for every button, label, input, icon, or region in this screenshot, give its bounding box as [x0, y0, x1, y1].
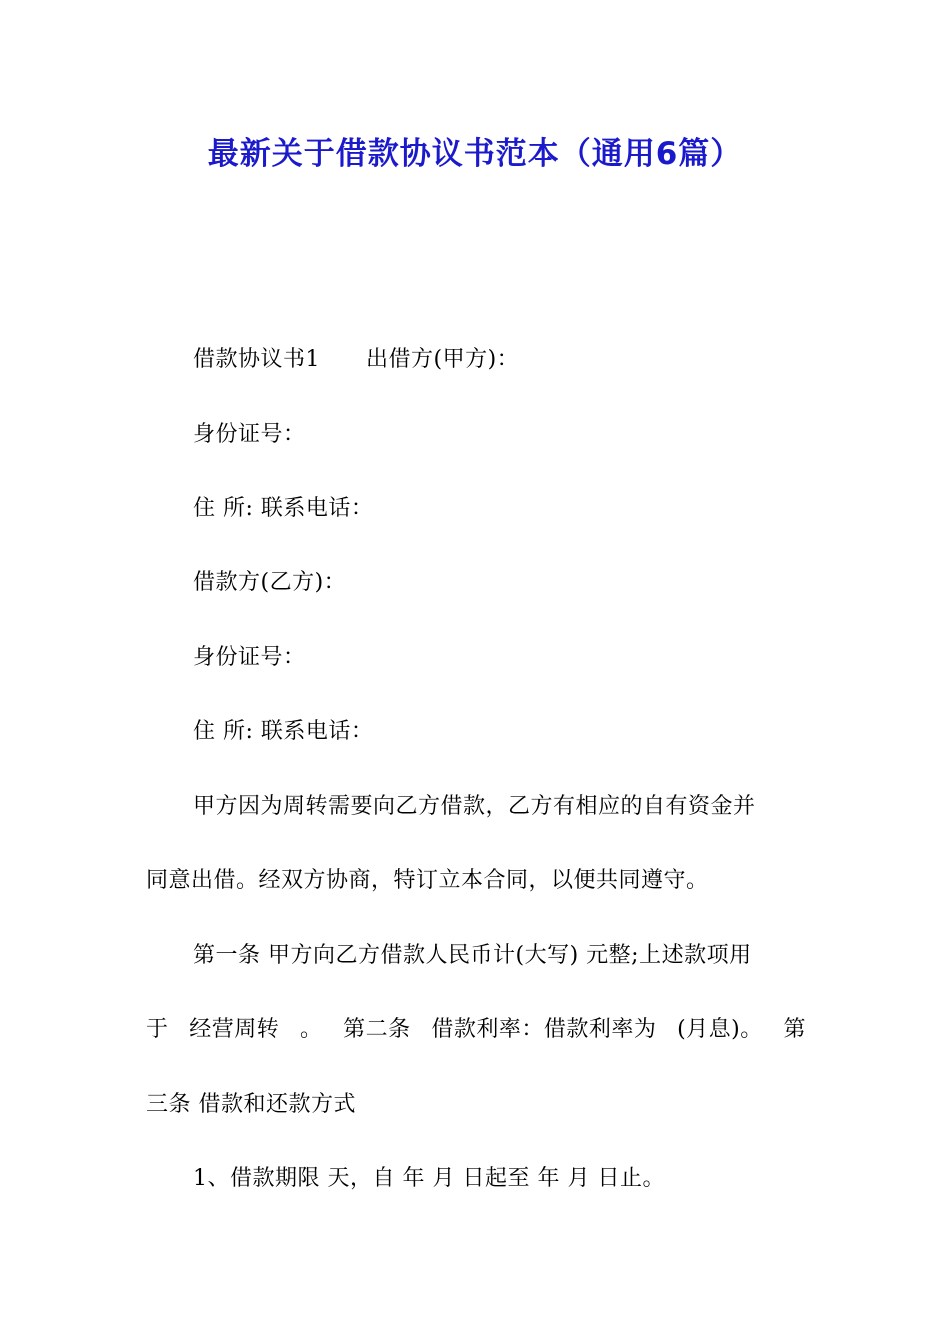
paragraph-line: 第一条 甲方向乙方借款人民币计(大写) 元整;上述款项用	[193, 943, 752, 968]
paragraph-line-split	[146, 1016, 806, 1044]
lender-id-line: 身份证号：	[193, 422, 306, 447]
lender-address-line: 住 所: 联系电话：	[193, 496, 374, 521]
paragraph-line: 同意出借。经双方协商，特订立本合同，以便共同遵守。	[146, 868, 709, 893]
text-segment: 第二条	[343, 1017, 411, 1042]
paragraph-line: 甲方因为周转需要向乙方借款，乙方有相应的自有资金并	[193, 794, 756, 819]
document-title: 最新关于借款协议书范本（通用6篇）	[207, 136, 743, 172]
borrower-address-line: 住 所: 联系电话：	[193, 719, 374, 744]
text-segment: 第	[783, 1017, 806, 1042]
text-segment: 于	[146, 1017, 169, 1042]
borrower-id-line: 身份证号：	[193, 645, 306, 670]
lender-label: 出借方(甲方)：	[366, 347, 520, 372]
text-segment: 借款利率：借款利率为	[431, 1017, 657, 1042]
text-segment: 。	[299, 1017, 323, 1042]
paragraph-line: 1、借款期限 天，自 年 月 日起至 年 月 日止。	[193, 1166, 665, 1191]
agreement-heading-line	[193, 346, 806, 374]
paragraph-line: 三条 借款和还款方式	[146, 1092, 356, 1117]
borrower-label-line: 借款方(乙方)：	[193, 570, 347, 595]
agreement-heading: 借款协议书1	[193, 347, 320, 372]
text-segment: 经营周转	[189, 1017, 280, 1042]
text-segment: (月息)。	[677, 1017, 763, 1042]
